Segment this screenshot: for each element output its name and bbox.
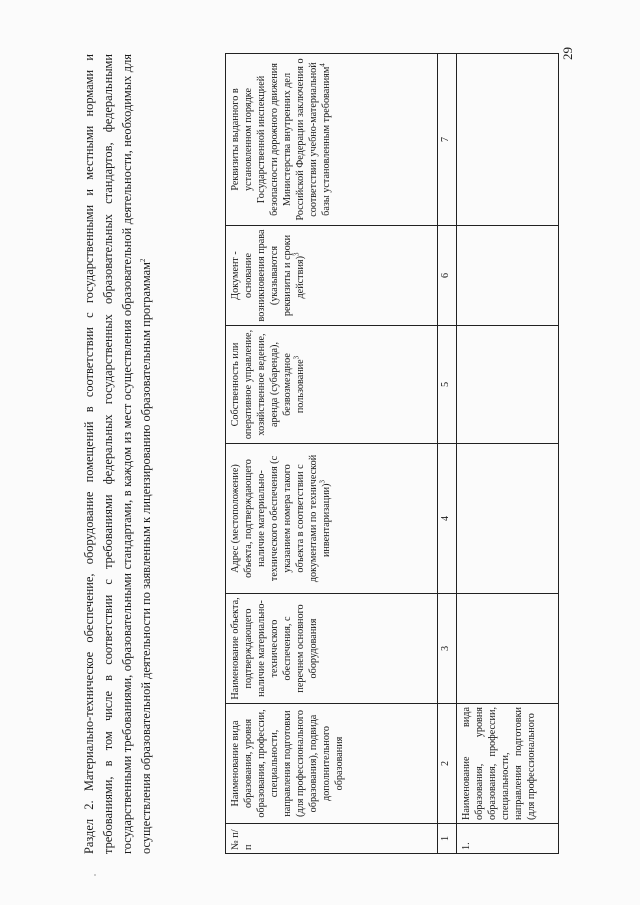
scan-mark: [94, 874, 96, 876]
header-text: Реквизиты выданного в установленном порядке Государственной инспекцией безопасности дорожного движения Министерства внутренних дел Российской Федерации заключения о соответствии учебно-материальной базы установленным требованиям: [230, 58, 332, 221]
header-cell-gibdd-conclusion: [226, 54, 438, 226]
header-cell-ownership: [226, 326, 438, 444]
header-cell-document-basis: [226, 226, 438, 326]
header-text: Документ - основание возникновения права (указываются реквизиты и сроки действия): [230, 229, 306, 322]
header-text: Наименование объекта, подтверждающего наличие материально-технического обеспечения, с перечнем основного оборудования: [230, 597, 319, 700]
empty-cell: [457, 54, 559, 226]
rotated-page-content: [80, 30, 640, 860]
empty-cell: [457, 594, 559, 704]
column-number: 5: [438, 326, 457, 444]
section-title-footnote: 2: [138, 258, 147, 263]
section-title-text: Раздел 2. Материально-техническое обеспечение, оборудование помещений в соответствии с государственными и местными нормами и требованиями, в том числе в соответствии с требованиями федеральных государственных образовательных стандартов, федеральными государственными требованиями, образовательными стандартами, в каждом из мест осуществления образовательной деятельности, необходимых для осуществления образовательной деятельности по заявленным к лицензированию образовательным программам: [82, 54, 153, 854]
header-cell-education-type: [226, 704, 438, 824]
page-number: 29: [560, 47, 575, 60]
column-number: 1: [438, 824, 457, 854]
header-cell-address: [226, 444, 438, 594]
header-footnote: 3: [318, 479, 327, 484]
column-number-row: [438, 54, 457, 854]
header-footnote: 4: [318, 63, 327, 67]
header-text: Наименование вида образования, уровня образования, профессии, специальности, направления подготовки (для профессионального образования), подвида дополнительного образования: [230, 709, 345, 818]
table-header-row: [226, 54, 438, 854]
empty-cell: [457, 326, 559, 444]
column-number: 4: [438, 444, 457, 594]
header-cell-object-name: [226, 594, 438, 704]
header-text: Адрес (местоположение) объекта, подтверждающего наличие материально-технического обеспечения (с указанием номера такого объекта в соответствии с документами по технической инвентаризации): [230, 454, 332, 583]
header-footnote: 3: [292, 252, 301, 257]
column-number: 7: [438, 54, 457, 226]
header-text: № п/п: [230, 829, 254, 850]
column-number: 2: [438, 704, 457, 824]
empty-cell: [457, 226, 559, 326]
header-cell-number: [226, 824, 438, 854]
empty-cell: [457, 444, 559, 594]
row-number: 1.: [457, 824, 559, 854]
row-education-name: Наименование вида образования, уровня образования, профессии, специальности, направления подготовки (для профессионального: [457, 704, 559, 824]
header-text: Собственность или оперативное управление, хозяйственное ведение, аренда (субаренда), безвозмездное пользование: [230, 329, 306, 440]
column-number: 3: [438, 594, 457, 704]
table-row: [457, 54, 559, 854]
header-footnote: 3: [292, 355, 301, 360]
column-number: 6: [438, 226, 457, 326]
section-title: [80, 54, 156, 854]
equipment-table: [225, 53, 559, 854]
